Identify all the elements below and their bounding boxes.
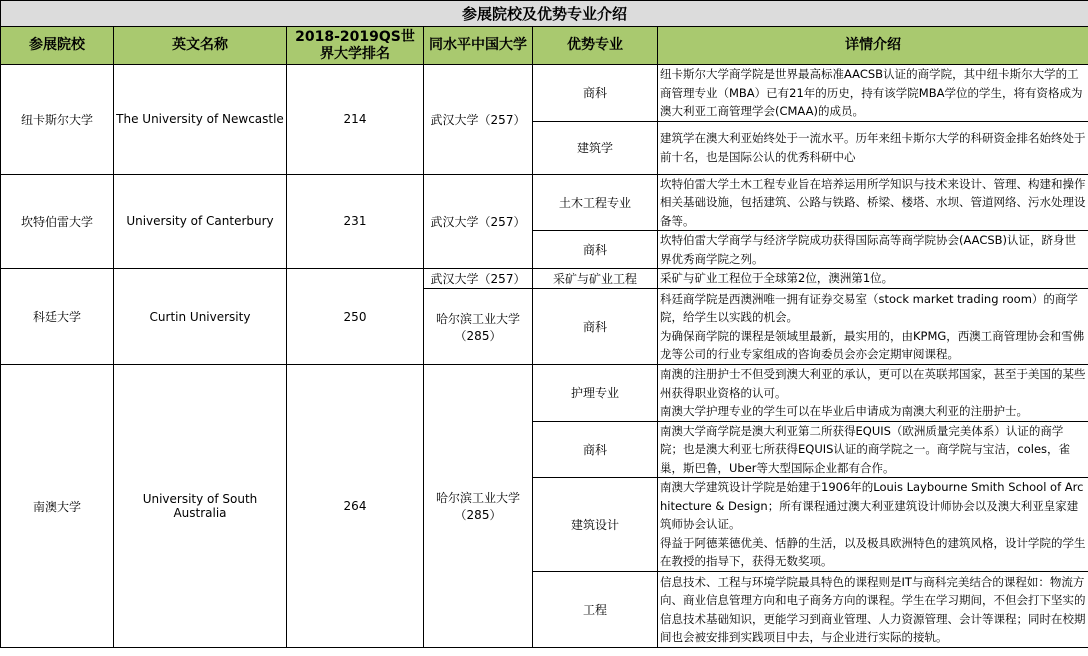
school-name: 南澳大学 bbox=[1, 365, 114, 648]
school-name: 纽卡斯尔大学 bbox=[1, 65, 114, 175]
major-name: 采矿与矿业工程 bbox=[533, 269, 658, 289]
header-english-name: 英文名称 bbox=[114, 27, 287, 65]
major-details: 建筑学在澳大利亚始终处于一流水平。历年来纽卡斯尔大学的科研资金排名始终处于前十名，也是国际公认的优秀科研中心 bbox=[658, 121, 1088, 174]
table-title: 参展院校及优势专业介绍 bbox=[1, 1, 1088, 27]
major-details: 采矿与矿业工程位于全球第2位，澳洲第1位。 bbox=[658, 269, 1088, 289]
header-qs-rank: 2018-2019QS世界大学排名 bbox=[287, 27, 424, 65]
china-equivalent: 武汉大学（257） bbox=[424, 65, 533, 175]
major-name: 护理专业 bbox=[533, 365, 658, 422]
header-china-equivalent: 同水平中国大学 bbox=[424, 27, 533, 65]
major-name: 工程 bbox=[533, 572, 658, 648]
major-name: 商科 bbox=[533, 289, 658, 365]
major-details: 坎特伯雷大学商学与经济学院成功获得国际高等商学院协会(AACSB)认证，跻身世界优秀商学院之列。 bbox=[658, 231, 1088, 269]
major-name: 土木工程专业 bbox=[533, 174, 658, 231]
header-school: 参展院校 bbox=[1, 27, 114, 65]
school-english-name: Curtin University bbox=[114, 269, 287, 365]
school-name: 科廷大学 bbox=[1, 269, 114, 365]
qs-rank: 214 bbox=[287, 65, 424, 175]
school-english-name: University of South Australia bbox=[114, 365, 287, 648]
header-major: 优势专业 bbox=[533, 27, 658, 65]
major-details: 南澳大学建筑设计学院是始建于1906年的Louis Laybourne Smith School of Architecture & Design；所有课程通过澳大利亚建筑设计师协会以及澳大利亚皇家建筑师协会认证。 得益于阿德莱德优美、恬静的生活，以及极具欧洲特色的建筑风格，设计学院的学生在教授的指导下，获得无数奖项。 bbox=[658, 478, 1088, 572]
major-details: 坎特伯雷大学土木工程专业旨在培养运用所学知识与技术来设计、管理、构建和操作相关基础设施，包括建筑、公路与铁路、桥梁、楼塔、水坝、管道网络、污水处理设备等。 bbox=[658, 174, 1088, 231]
qs-rank: 250 bbox=[287, 269, 424, 365]
china-equivalent: 武汉大学（257） bbox=[424, 269, 533, 289]
china-equivalent: 哈尔滨工业大学（285） bbox=[424, 289, 533, 365]
major-name: 商科 bbox=[533, 65, 658, 122]
major-name: 商科 bbox=[533, 421, 658, 478]
school-english-name: University of Canterbury bbox=[114, 174, 287, 269]
major-details: 南澳的注册护士不但受到澳大利亚的承认，更可以在英联邦国家，甚至于美国的某些州获得职业资格的认可。 南澳大学护理专业的学生可以在毕业后申请成为南澳大利亚的注册护士。 bbox=[658, 365, 1088, 422]
major-name: 建筑学 bbox=[533, 121, 658, 174]
china-equivalent: 武汉大学（257） bbox=[424, 174, 533, 269]
school-english-name: The University of Newcastle bbox=[114, 65, 287, 175]
major-details: 信息技术、工程与环境学院最具特色的课程则是IT与商科完美结合的课程如：物流方向、商业信息管理方向和电子商务方向的课程。学生在学习期间，不但会打下坚实的信息技术基础知识，更能学习到商业管理、人力资源管理、会计等课程；同时在校期间也会被安排到实践项目中去，与企业进行实际的接轨。 bbox=[658, 572, 1088, 648]
qs-rank: 231 bbox=[287, 174, 424, 269]
major-details: 纽卡斯尔大学商学院是世界最高标准AACSB认证的商学院，其中纽卡斯尔大学的工商管理专业（MBA）已有21年的历史，持有该学院MBA学位的学生，将有资格成为澳大利亚工商管理学会(CMAA)的成员。 bbox=[658, 65, 1088, 122]
header-details: 详情介绍 bbox=[658, 27, 1088, 65]
major-details: 科廷商学院是西澳洲唯一拥有证券交易室（stock market trading room）的商学院，给学生以实践的机会。 为确保商学院的课程是领域里最新，最实用的，由KPMG，西澳工商管理协会和雪佛龙等公司的行业专家组成的咨询委员会亦会定期审阅课程。 bbox=[658, 289, 1088, 365]
major-name: 商科 bbox=[533, 231, 658, 269]
major-name: 建筑设计 bbox=[533, 478, 658, 572]
major-details: 南澳大学商学院是澳大利亚第二所获得EQUIS（欧洲质量完美体系）认证的商学院；也是澳大利亚七所获得EQUIS认证的商学院之一。商学院与宝洁，coles，雀巢，斯巴鲁，Uber等大型国际企业都有合作。 bbox=[658, 421, 1088, 478]
china-equivalent: 哈尔滨工业大学（285） bbox=[424, 365, 533, 648]
school-name: 坎特伯雷大学 bbox=[1, 174, 114, 269]
qs-rank: 264 bbox=[287, 365, 424, 648]
